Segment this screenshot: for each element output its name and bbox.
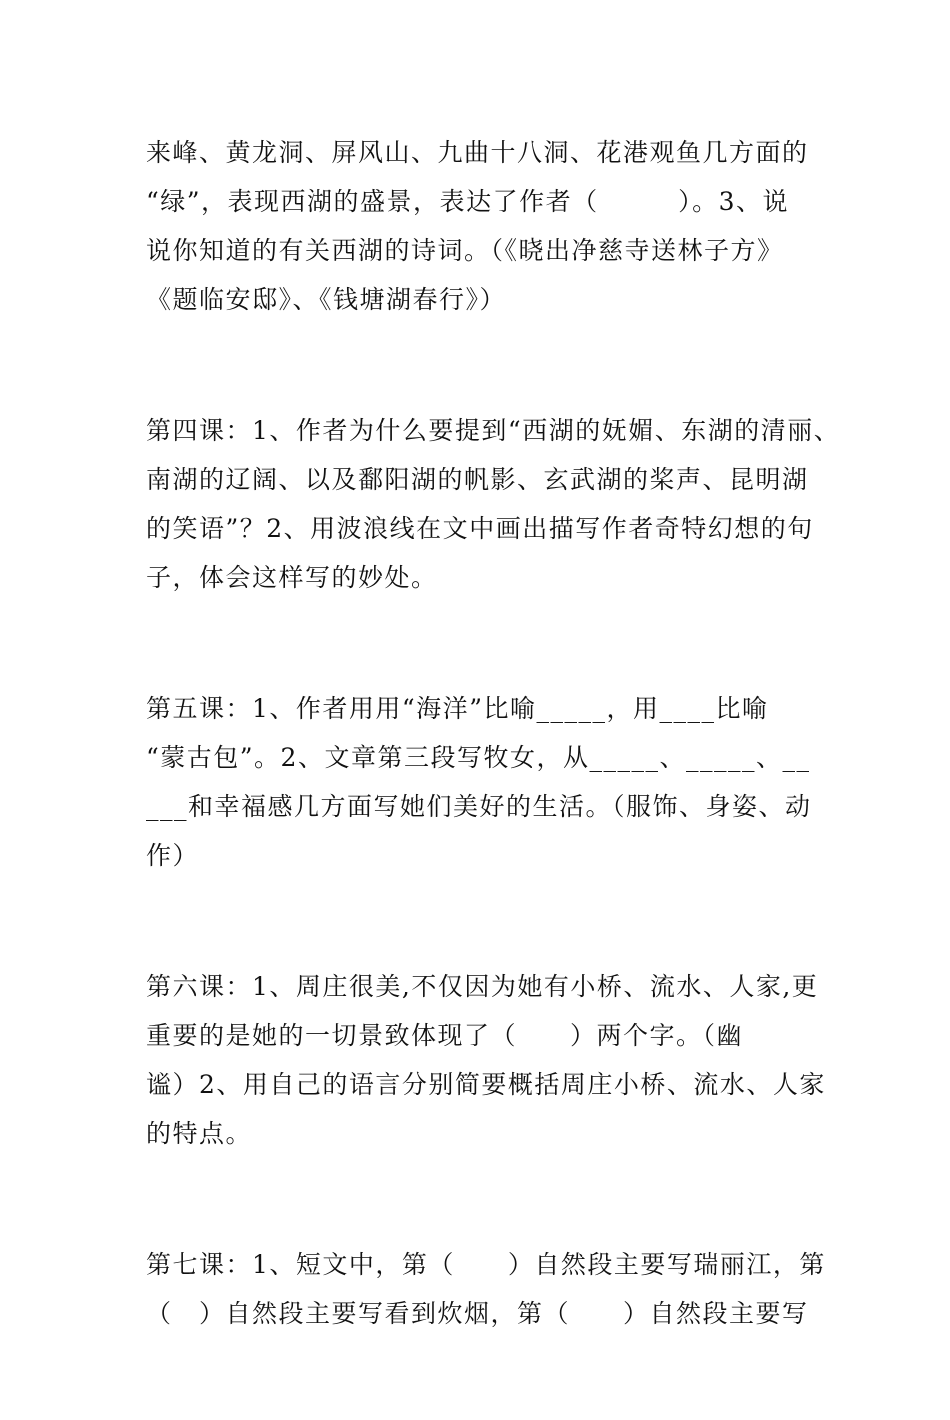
text-line: 作） — [146, 841, 200, 870]
text-line: 来峰、黄龙洞、屏风山、九曲十八洞、花港观鱼几方面的 — [146, 138, 809, 167]
paragraph-lesson-7 — [146, 1240, 826, 1338]
paragraph-lesson-6 — [146, 962, 826, 1158]
text-line: 第七课：1、短文中，第（ ）自然段主要写瑞丽江，第 — [146, 1250, 826, 1279]
text-line: 第四课：1、作者为什么要提到“西湖的妩媚、东湖的清丽、 — [146, 416, 841, 445]
text-line: 第五课：1、作者用用“海洋”比喻_____，用____比喻 — [146, 694, 769, 723]
text-line: ___和幸福感几方面写她们美好的生活。（服饰、身姿、动 — [146, 792, 812, 821]
paragraph-lesson-3-continued — [146, 128, 810, 324]
text-line: 的笑语”？2、用波浪线在文中画出描写作者奇特幻想的句 — [146, 514, 814, 543]
text-line: 第六课：1、周庄很美,不仅因为她有小桥、流水、人家,更 — [146, 972, 819, 1001]
text-line: 重要的是她的一切景致体现了（ ）两个字。（幽 — [146, 1021, 744, 1050]
text-line: 的特点。 — [146, 1119, 253, 1148]
text-line: 南湖的辽阔、以及鄱阳湖的帆影、玄武湖的桨声、昆明湖 — [146, 465, 809, 494]
text-line: 谧）2、用自己的语言分别简要概括周庄小桥、流水、人家 — [146, 1070, 826, 1099]
paragraph-lesson-4 — [146, 406, 841, 602]
text-line: 子，体会这样写的妙处。 — [146, 563, 438, 592]
text-line: 说你知道的有关西湖的诗词。（《晓出净慈寺送林子方》 — [146, 236, 784, 265]
document-page — [146, 128, 841, 1420]
text-line: “绿”，表现西湖的盛景，表达了作者（ ）。3、说 — [146, 187, 789, 216]
text-line: “蒙古包”。2、文章第三段写牧女，从_____、_____、__ — [146, 743, 811, 772]
text-line: 《题临安邸》、《钱塘湖春行》） — [146, 285, 507, 314]
paragraph-lesson-5 — [146, 684, 810, 880]
text-line: （ ）自然段主要写看到炊烟，第（ ）自然段主要写 — [146, 1299, 809, 1328]
